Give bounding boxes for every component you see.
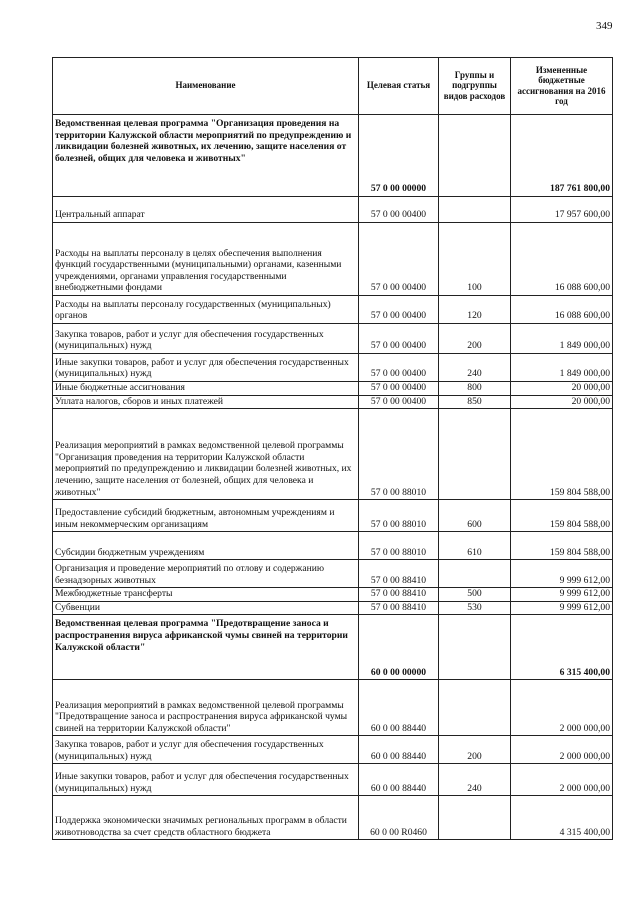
row-amount: 16 088 600,00 xyxy=(511,223,613,296)
row-group: 500 xyxy=(439,588,511,602)
row-group: 200 xyxy=(439,736,511,764)
table-row xyxy=(53,409,613,500)
row-name: Предоставление субсидий бюджетным, автономным учреждениям и иным некоммерческим организациям xyxy=(53,500,359,532)
row-name: Центральный аппарат xyxy=(53,197,359,223)
row-group: 120 xyxy=(439,296,511,324)
row-name: Уплата налогов, сборов и иных платежей xyxy=(53,395,359,409)
row-name: Поддержка экономически значимых региональных программ в области животноводства за счет средств областного бюджета xyxy=(53,796,359,840)
row-amount: 159 804 588,00 xyxy=(511,409,613,500)
row-group xyxy=(439,680,511,736)
table-row xyxy=(53,764,613,796)
row-group xyxy=(439,115,511,197)
row-code: 57 0 00 88010 xyxy=(359,532,439,560)
row-code: 57 0 00 00400 xyxy=(359,382,439,396)
row-group xyxy=(439,560,511,588)
row-code: 57 0 00 88410 xyxy=(359,560,439,588)
row-group: 530 xyxy=(439,601,511,615)
row-amount: 16 088 600,00 xyxy=(511,296,613,324)
row-amount: 2 000 000,00 xyxy=(511,736,613,764)
row-group: 240 xyxy=(439,764,511,796)
header-group: Группы и подгруппы видов расходов xyxy=(439,58,511,115)
row-name: Реализация мероприятий в рамках ведомственной целевой программы "Предотвращение заноса и распространения вируса африканской чумы свиней на территории Калужской области" xyxy=(53,680,359,736)
table-row xyxy=(53,115,613,197)
row-group: 200 xyxy=(439,324,511,354)
table-row xyxy=(53,354,613,382)
table-row xyxy=(53,680,613,736)
table-row xyxy=(53,395,613,409)
row-amount: 159 804 588,00 xyxy=(511,532,613,560)
row-code: 57 0 00 88410 xyxy=(359,588,439,602)
row-code: 57 0 00 00400 xyxy=(359,223,439,296)
row-group: 850 xyxy=(439,395,511,409)
table-row xyxy=(53,601,613,615)
row-amount: 1 849 000,00 xyxy=(511,354,613,382)
row-amount: 2 000 000,00 xyxy=(511,764,613,796)
row-code: 57 0 00 00000 xyxy=(359,115,439,197)
row-code: 57 0 00 88010 xyxy=(359,409,439,500)
row-amount: 9 999 612,00 xyxy=(511,588,613,602)
row-amount: 1 849 000,00 xyxy=(511,324,613,354)
row-amount: 159 804 588,00 xyxy=(511,500,613,532)
row-group xyxy=(439,615,511,680)
table-row xyxy=(53,796,613,840)
row-amount: 4 315 400,00 xyxy=(511,796,613,840)
table-row xyxy=(53,500,613,532)
row-name: Закупка товаров, работ и услуг для обеспечения государственных (муниципальных) нужд xyxy=(53,324,359,354)
row-name: Организация и проведение мероприятий по отлову и содержанию безнадзорных животных xyxy=(53,560,359,588)
table-row xyxy=(53,615,613,680)
table-row xyxy=(53,223,613,296)
row-name: Субвенции xyxy=(53,601,359,615)
row-group: 600 xyxy=(439,500,511,532)
row-code: 57 0 00 00400 xyxy=(359,354,439,382)
row-name: Межбюджетные трансферты xyxy=(53,588,359,602)
row-name: Субсидии бюджетным учреждениям xyxy=(53,532,359,560)
budget-table xyxy=(52,57,613,840)
table-header-row xyxy=(53,58,613,115)
row-amount: 9 999 612,00 xyxy=(511,560,613,588)
header-name: Наименование xyxy=(53,58,359,115)
row-amount: 20 000,00 xyxy=(511,395,613,409)
row-group xyxy=(439,796,511,840)
row-code: 60 0 00 00000 xyxy=(359,615,439,680)
row-group: 800 xyxy=(439,382,511,396)
row-code: 57 0 00 88410 xyxy=(359,601,439,615)
row-group: 100 xyxy=(439,223,511,296)
row-name: Реализация мероприятий в рамках ведомственной целевой программы "Организация проведения на территории Калужской области мероприятий по предупреждению и ликвидации болезней животных, их лечению, защите населения от болезней, общих для человека и животных" xyxy=(53,409,359,500)
table-row xyxy=(53,197,613,223)
row-amount: 17 957 600,00 xyxy=(511,197,613,223)
row-code: 60 0 00 88440 xyxy=(359,764,439,796)
row-code: 60 0 00 88440 xyxy=(359,680,439,736)
header-amount: Измененные бюджетные ассигнования на 2016 год xyxy=(511,58,613,115)
row-amount: 2 000 000,00 xyxy=(511,680,613,736)
row-code: 57 0 00 88010 xyxy=(359,500,439,532)
row-code: 57 0 00 00400 xyxy=(359,296,439,324)
row-code: 57 0 00 00400 xyxy=(359,197,439,223)
header-code: Целевая статья xyxy=(359,58,439,115)
table-row xyxy=(53,532,613,560)
row-group: 240 xyxy=(439,354,511,382)
row-name: Расходы на выплаты персоналу в целях обеспечения выполнения функций государственными (муниципальными) органами, казенными учреждениями, органами управления государственными внебюджетными фондами xyxy=(53,223,359,296)
row-code: 57 0 00 00400 xyxy=(359,324,439,354)
row-amount: 20 000,00 xyxy=(511,382,613,396)
row-group xyxy=(439,197,511,223)
row-amount: 187 761 800,00 xyxy=(511,115,613,197)
row-code: 57 0 00 00400 xyxy=(359,395,439,409)
row-code: 60 0 00 88440 xyxy=(359,736,439,764)
table-row xyxy=(53,296,613,324)
row-name: Расходы на выплаты персоналу государственных (муниципальных) органов xyxy=(53,296,359,324)
table-row xyxy=(53,382,613,396)
table-row xyxy=(53,324,613,354)
row-group: 610 xyxy=(439,532,511,560)
table-row xyxy=(53,588,613,602)
row-name: Иные закупки товаров, работ и услуг для обеспечения государственных (муниципальных) нужд xyxy=(53,764,359,796)
row-name: Ведомственная целевая программа "Предотвращение заноса и распространения вируса африканской чумы свиней на территории Калужской области" xyxy=(53,615,359,680)
table-row xyxy=(53,560,613,588)
row-group xyxy=(439,409,511,500)
row-amount: 9 999 612,00 xyxy=(511,601,613,615)
row-name: Иные бюджетные ассигнования xyxy=(53,382,359,396)
row-code: 60 0 00 R0460 xyxy=(359,796,439,840)
row-name: Ведомственная целевая программа "Организация проведения на территории Калужской области мероприятий по предупреждению и ликвидации болезней животных, их лечению, защите населения от болезней, общих для человека и животных" xyxy=(53,115,359,197)
row-amount: 6 315 400,00 xyxy=(511,615,613,680)
row-name: Закупка товаров, работ и услуг для обеспечения государственных (муниципальных) нужд xyxy=(53,736,359,764)
row-name: Иные закупки товаров, работ и услуг для обеспечения государственных (муниципальных) нужд xyxy=(53,354,359,382)
table-row xyxy=(53,736,613,764)
page-number: 349 xyxy=(596,20,613,32)
